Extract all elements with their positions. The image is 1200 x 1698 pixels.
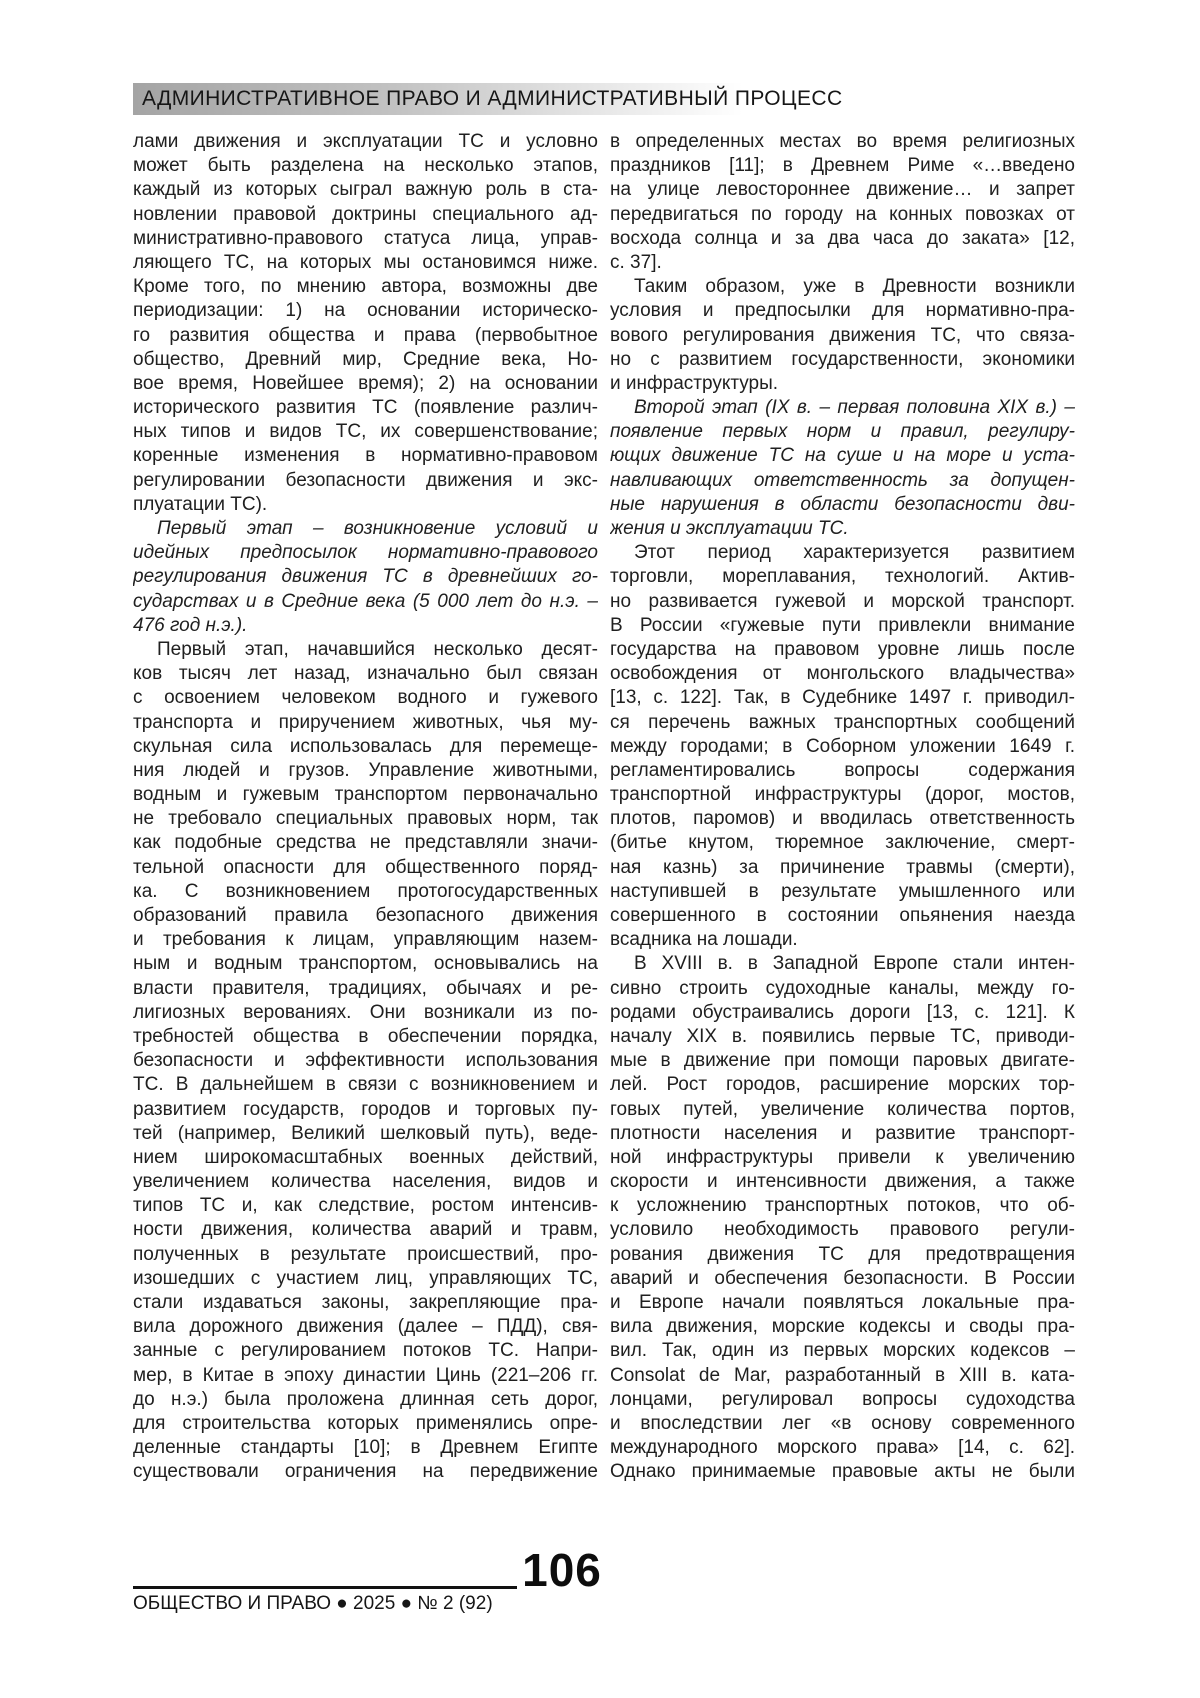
text-line: не требовало специальных правовых норм, так	[133, 808, 598, 830]
text-line: Consolat de Mar, разработанный в XIII в. ката-	[610, 1364, 1075, 1386]
text-line: ков тысяч лет назад, изначально был связан	[133, 663, 598, 685]
text-line: периодизации: 1) на основании историческо-	[133, 300, 598, 322]
text-line: аварий и обеспечения безопасности. В России	[610, 1267, 1075, 1289]
text-line: скорости и интенсивности движения, а также	[610, 1171, 1075, 1193]
paragraph	[133, 130, 598, 517]
text-line: ным и водным транспортом, основывались на	[133, 953, 598, 975]
text-line: лигиозных верованиях. Они возникали из по-	[133, 1001, 598, 1023]
text-line: восхода солнца и за два часа до заката» [12,	[610, 227, 1075, 249]
text-line: ная казнь) за причинение травмы (смерти),	[610, 856, 1075, 878]
text-line: скульная сила использовалась для перемеще-	[133, 735, 598, 757]
text-line: между городами; в Соборном уложении 1649 г.	[610, 735, 1075, 757]
text-line: совершенного в состоянии опьянения наезда	[610, 905, 1075, 926]
text-line: к усложнению транспортных потоков, что об-	[610, 1195, 1075, 1217]
text-line: ные нарушения в области безопасности дви-	[610, 493, 1075, 515]
text-line: и требования к лицам, управляющим назем-	[133, 929, 598, 951]
text-line: деленные стандарты [10]; в Древнем Египте	[133, 1437, 598, 1459]
text-line: тей (например, Великий шелковый путь), веде-	[133, 1122, 598, 1144]
text-line: (битье кнутом, тюремное заключение, смерт-	[610, 832, 1075, 854]
text-line: регламентировались вопросы содержания	[610, 759, 1075, 781]
text-line: коренные изменения в нормативно-правовом	[133, 445, 598, 467]
text-line: передвигаться по городу на конных повозках от	[610, 203, 1075, 225]
text-line: лонцами, регулировал вопросы судоходства	[610, 1388, 1075, 1410]
text-line: развитием государств, городов и торговых пу-	[133, 1098, 598, 1120]
text-line: ния людей и грузов. Управление животными,	[133, 759, 598, 781]
section-header-title: АДМИНИСТРАТИВНОЕ ПРАВО И АДМИНИСТРАТИВНЫЙ ПРОЦЕСС	[142, 87, 843, 110]
text-line: и впоследствии лег «в основу современного	[610, 1412, 1075, 1434]
text-line: регулировании безопасности движения и экс-	[133, 469, 598, 491]
text-line: плотов, паромов) и вводилась ответственность	[610, 808, 1075, 830]
text-line: стали издаваться законы, закрепляющие пра-	[133, 1292, 598, 1313]
text-line: регулирования движения ТС в древнейших го-	[133, 566, 598, 588]
paragraph	[610, 952, 1075, 1484]
text-line: появление первых норм и правил, регулиру-	[610, 421, 1075, 443]
text-line: может быть разделена на несколько этапов,	[133, 155, 598, 177]
text-line: новлении правовой доктрины специального ад-	[133, 203, 598, 225]
paragraph	[133, 638, 598, 1485]
text-line: условило необходимость правового регули-	[610, 1219, 1075, 1241]
text-line: родами обустраивались дороги [13, с. 121]. К	[610, 1001, 1075, 1023]
text-line: вового регулирования движения ТС, что связа-	[610, 324, 1075, 346]
text-line: типов ТС и, как следствие, ростом интенсив-	[133, 1195, 598, 1217]
text-line: но с развитием государственности, экономики	[610, 348, 1075, 370]
text-line: государства на правовом уровне лишь после	[610, 638, 1075, 660]
text-column-left	[133, 130, 598, 1485]
paragraph	[610, 541, 1075, 952]
text-line: вое время, Новейшее время); 2) на основании	[133, 372, 598, 394]
text-line: ной инфраструктуры привели к увеличению	[610, 1146, 1075, 1168]
text-line: ных типов и видов ТС, их совершенствование;	[133, 421, 598, 443]
text-line: идейных предпосылок нормативно-правового	[133, 542, 598, 564]
paragraph	[610, 275, 1075, 396]
text-line: ющих движение ТС на суше и на море и уста-	[610, 445, 1075, 467]
paragraph	[133, 517, 598, 638]
text-line: власти правителя, традициях, обычаях и ре-	[133, 977, 598, 999]
text-line: для строительства которых применялись опре-	[133, 1412, 598, 1434]
text-line: наступившей в результате умышленного или	[610, 880, 1075, 902]
text-line: освобождения от монгольского владычества»	[610, 663, 1075, 685]
text-line: всадника на лошади.	[610, 929, 798, 951]
text-line: Второй этап (IX в. – первая половина XIX в.) –	[634, 397, 1075, 419]
text-line: [13, с. 122]. Так, в Судебнике 1497 г. приводил-	[610, 687, 1075, 709]
text-line: изошедших с участием лиц, управляющих ТС,	[133, 1267, 598, 1289]
text-line: министративно-правового статуса лица, управ-	[133, 227, 598, 249]
text-line: с освоением человеком водного и гужевого	[133, 687, 598, 709]
text-line: увеличением количества населения, видов и	[133, 1171, 598, 1193]
text-line: международного морского права» [14, с. 62].	[610, 1437, 1075, 1459]
text-line: Первый этап – возникновение условий и	[157, 518, 598, 539]
text-line: ТС. В дальнейшем в связи с возникновением и	[133, 1074, 598, 1096]
text-line: с. 37].	[610, 251, 662, 273]
text-line: полученных в результате происшествий, про-	[133, 1243, 598, 1265]
text-line: сивно строить судоходные каналы, между го-	[610, 977, 1075, 999]
text-line: жения и эксплуатации ТС.	[610, 518, 849, 539]
text-line: В XVIII в. в Западной Европе стали интен-	[634, 953, 1075, 975]
text-line: Первый этап, начавшийся несколько десят-	[157, 638, 598, 660]
paragraph	[610, 130, 1075, 275]
text-line: требностей общества в обеспечении порядка,	[133, 1025, 598, 1047]
text-line: го развития общества и права (первобытное	[133, 324, 598, 346]
text-line: существовали ограничения на передвижение	[133, 1461, 598, 1483]
text-line: на улице левостороннее движение… и запрет	[610, 179, 1075, 201]
text-line: образований правила безопасного движения	[133, 905, 598, 926]
text-line: и инфраструктуры.	[610, 372, 779, 394]
text-line: вил. Так, один из первых морских кодексов –	[610, 1340, 1075, 1362]
text-line: ляющего ТС, на которых мы остановимся ниже.	[133, 251, 598, 273]
text-line: как подобные средства не представляли значи-	[133, 832, 598, 854]
text-line: В России «гужевые пути привлекли внимание	[610, 614, 1075, 636]
text-line: транспортной инфраструктуры (дорог, мостов,	[610, 784, 1075, 806]
text-line: Таким образом, уже в Древности возникли	[634, 276, 1075, 298]
text-line: условия и предпосылки для нормативно-пра-	[610, 300, 1075, 322]
text-line: вила движения, морские кодексы и своды пра-	[610, 1316, 1075, 1338]
journal-imprint: ОБЩЕСТВО И ПРАВО ● 2025 ● № 2 (92)	[133, 1593, 493, 1614]
text-line: до н.э.) была проложена длинная сеть дорог,	[133, 1388, 598, 1410]
text-line: но развивается гужевой и морской транспорт.	[610, 590, 1075, 612]
text-line: нием широкомасштабных военных действий,	[133, 1146, 598, 1168]
text-line: ка. С возникновением протогосударственных	[133, 880, 598, 902]
text-column-right	[610, 130, 1075, 1485]
text-line: исторического развития ТС (появление различ-	[133, 397, 598, 419]
text-line: ся перечень важных транспортных сообщений	[610, 711, 1075, 733]
text-line: плуатации ТС).	[133, 493, 268, 515]
text-line: плотности населения и развитие транспорт-	[610, 1122, 1075, 1144]
text-line: Кроме того, по мнению автора, возможны две	[133, 276, 598, 298]
paragraph	[610, 396, 1075, 541]
text-line: вила дорожного движения (далее – ПДД), свя-	[133, 1316, 598, 1338]
text-line: ности движения, количества аварий и травм,	[133, 1219, 598, 1241]
text-line: в определенных местах во время религиозных	[610, 131, 1075, 152]
text-line: Этот период характеризуется развитием	[634, 542, 1075, 564]
text-line: каждый из которых сыграл важную роль в ста-	[133, 179, 598, 201]
text-line: говых путей, увеличение количества портов,	[610, 1098, 1075, 1120]
text-line: сударствах и в Средние века (5 000 лет до н.э. –	[133, 590, 598, 612]
text-line: рования движения ТС для предотвращения	[610, 1243, 1075, 1265]
text-line: водным и гужевым транспортом первоначально	[133, 784, 598, 806]
text-line: безопасности и эффективности использования	[133, 1050, 598, 1072]
text-line: занные с регулированием потоков ТС. Напри-	[133, 1340, 598, 1362]
footer-rule	[133, 1586, 517, 1589]
text-line: мер, в Китае в эпоху династии Цинь (221–206 гг.	[133, 1364, 598, 1386]
text-line: тельной опасности для общественного поряд-	[133, 856, 598, 878]
text-line: праздников [11]; в Древнем Риме «…введено	[610, 155, 1075, 177]
text-line: лами движения и эксплуатации ТС и условно	[133, 131, 598, 152]
text-line: Однако принимаемые правовые акты не были	[610, 1461, 1075, 1483]
text-line: общество, Древний мир, Средние века, Но-	[133, 348, 598, 370]
text-line: мые в движение при помощи паровых двигате-	[610, 1050, 1075, 1072]
text-line: 476 год н.э.).	[133, 614, 248, 636]
text-line: и Европе начали появляться локальные пра-	[610, 1292, 1075, 1313]
text-line: лей. Рост городов, расширение морских тор-	[610, 1074, 1075, 1096]
section-header-bar	[133, 83, 877, 115]
page-number: 106	[522, 1544, 602, 1596]
text-line: началу XIX в. появились первые ТС, приводи-	[610, 1025, 1075, 1047]
text-line: навливающих ответственность за допущен-	[610, 469, 1075, 491]
text-line: торговли, мореплавания, технологий. Актив-	[610, 566, 1075, 588]
text-line: транспорта и приручением животных, чья му-	[133, 711, 598, 733]
